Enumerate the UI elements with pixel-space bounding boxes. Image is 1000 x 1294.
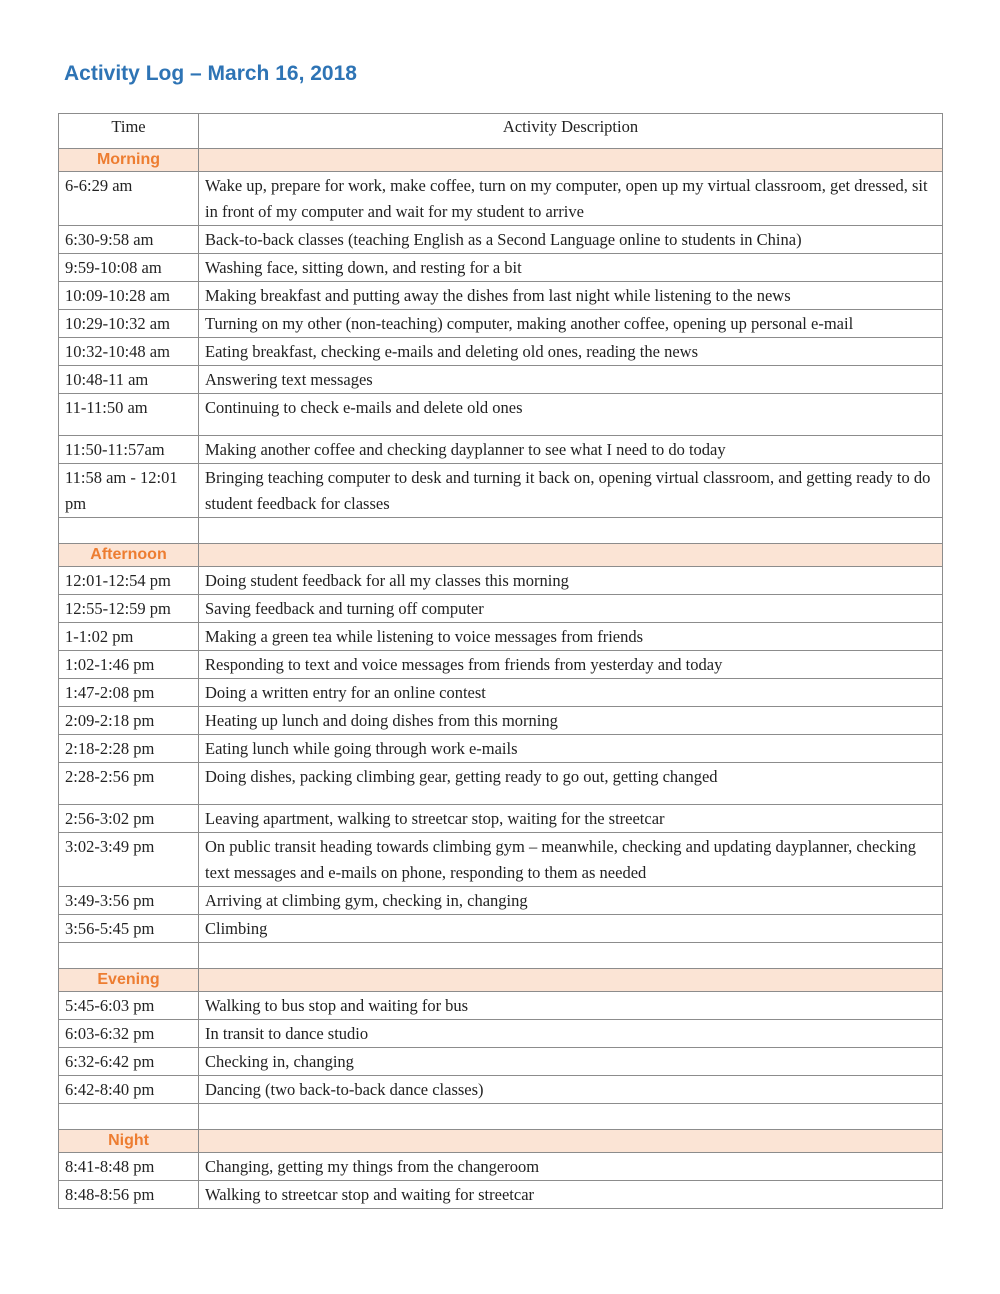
time-cell: 9:59-10:08 am — [59, 254, 199, 282]
time-cell: 8:41-8:48 pm — [59, 1153, 199, 1181]
time-cell: 11-11:50 am — [59, 394, 199, 436]
table-row — [59, 1048, 943, 1076]
table-row — [59, 282, 943, 310]
table-row — [59, 679, 943, 707]
time-cell: 6:03-6:32 pm — [59, 1020, 199, 1048]
section-label: Evening — [59, 969, 199, 992]
time-cell: 10:29-10:32 am — [59, 310, 199, 338]
header-row — [59, 114, 943, 149]
table-row — [59, 833, 943, 887]
time-cell: 2:18-2:28 pm — [59, 735, 199, 763]
activity-cell: Doing student feedback for all my classes this morning — [199, 567, 943, 595]
table-row — [59, 436, 943, 464]
table-row — [59, 1020, 943, 1048]
table-row — [59, 805, 943, 833]
section-row-evening — [59, 969, 943, 992]
table-row — [59, 992, 943, 1020]
blank-row — [59, 943, 943, 969]
activity-cell: Making another coffee and checking dayplanner to see what I need to do today — [199, 436, 943, 464]
time-cell: 3:56-5:45 pm — [59, 915, 199, 943]
activity-cell: Responding to text and voice messages from friends from yesterday and today — [199, 651, 943, 679]
activity-cell: Leaving apartment, walking to streetcar stop, waiting for the streetcar — [199, 805, 943, 833]
table-row — [59, 735, 943, 763]
table-row — [59, 1076, 943, 1104]
activity-cell: On public transit heading towards climbing gym – meanwhile, checking and updating dayplanner, checking text messages and e-mails on phone, responding to them as needed — [199, 833, 943, 887]
time-cell: 8:48-8:56 pm — [59, 1181, 199, 1209]
activity-cell: Washing face, sitting down, and resting for a bit — [199, 254, 943, 282]
table-row — [59, 915, 943, 943]
time-cell: 3:49-3:56 pm — [59, 887, 199, 915]
table-row — [59, 172, 943, 226]
time-cell: 2:56-3:02 pm — [59, 805, 199, 833]
table-row — [59, 763, 943, 805]
activity-cell: Wake up, prepare for work, make coffee, turn on my computer, open up my virtual classroom, get dressed, sit in front of my computer and wait for my student to arrive — [199, 172, 943, 226]
activity-cell: Checking in, changing — [199, 1048, 943, 1076]
activity-cell: In transit to dance studio — [199, 1020, 943, 1048]
activity-cell: Continuing to check e-mails and delete old ones — [199, 394, 943, 436]
section-label: Afternoon — [59, 544, 199, 567]
time-cell: 1:47-2:08 pm — [59, 679, 199, 707]
time-cell: 10:48-11 am — [59, 366, 199, 394]
section-row-morning — [59, 149, 943, 172]
table-row — [59, 623, 943, 651]
activity-cell: Heating up lunch and doing dishes from this morning — [199, 707, 943, 735]
activity-cell: Answering text messages — [199, 366, 943, 394]
section-label: Morning — [59, 149, 199, 172]
blank-row — [59, 518, 943, 544]
time-cell: 6-6:29 am — [59, 172, 199, 226]
activity-cell: Back-to-back classes (teaching English as a Second Language online to students in China) — [199, 226, 943, 254]
section-row-night — [59, 1130, 943, 1153]
table-row — [59, 707, 943, 735]
table-row — [59, 1181, 943, 1209]
table-row — [59, 595, 943, 623]
time-cell: 6:32-6:42 pm — [59, 1048, 199, 1076]
activity-cell: Walking to streetcar stop and waiting for streetcar — [199, 1181, 943, 1209]
time-column-header: Time — [59, 114, 199, 149]
table-row — [59, 464, 943, 518]
activity-cell: Making breakfast and putting away the dishes from last night while listening to the news — [199, 282, 943, 310]
activity-cell: Dancing (two back-to-back dance classes) — [199, 1076, 943, 1104]
time-cell: 12:55-12:59 pm — [59, 595, 199, 623]
time-cell: 2:09-2:18 pm — [59, 707, 199, 735]
table-row — [59, 651, 943, 679]
table-row — [59, 254, 943, 282]
table-row — [59, 887, 943, 915]
activity-cell: Changing, getting my things from the changeroom — [199, 1153, 943, 1181]
description-column-header: Activity Description — [199, 114, 943, 149]
activity-cell: Bringing teaching computer to desk and turning it back on, opening virtual classroom, and getting ready to do student feedback for classes — [199, 464, 943, 518]
table-row — [59, 338, 943, 366]
time-cell: 10:32-10:48 am — [59, 338, 199, 366]
table-row — [59, 310, 943, 338]
activity-cell: Saving feedback and turning off computer — [199, 595, 943, 623]
activity-cell: Climbing — [199, 915, 943, 943]
table-row — [59, 567, 943, 595]
activity-cell: Walking to bus stop and waiting for bus — [199, 992, 943, 1020]
section-row-afternoon — [59, 544, 943, 567]
table-row — [59, 1153, 943, 1181]
table-row — [59, 226, 943, 254]
time-cell: 11:50-11:57am — [59, 436, 199, 464]
activity-cell: Turning on my other (non-teaching) computer, making another coffee, opening up personal e-mail — [199, 310, 943, 338]
time-cell: 12:01-12:54 pm — [59, 567, 199, 595]
time-cell: 11:58 am - 12:01 pm — [59, 464, 199, 518]
activity-cell: Doing a written entry for an online contest — [199, 679, 943, 707]
activity-cell: Eating lunch while going through work e-mails — [199, 735, 943, 763]
time-cell: 3:02-3:49 pm — [59, 833, 199, 887]
time-cell: 6:30-9:58 am — [59, 226, 199, 254]
time-cell: 5:45-6:03 pm — [59, 992, 199, 1020]
page-title: Activity Log – March 16, 2018 — [64, 62, 357, 85]
activity-cell: Doing dishes, packing climbing gear, getting ready to go out, getting changed — [199, 763, 943, 805]
table-row — [59, 366, 943, 394]
time-cell: 10:09-10:28 am — [59, 282, 199, 310]
section-label: Night — [59, 1130, 199, 1153]
table-row — [59, 394, 943, 436]
time-cell: 1-1:02 pm — [59, 623, 199, 651]
time-cell: 2:28-2:56 pm — [59, 763, 199, 805]
activity-cell: Eating breakfast, checking e-mails and deleting old ones, reading the news — [199, 338, 943, 366]
activity-cell: Arriving at climbing gym, checking in, changing — [199, 887, 943, 915]
time-cell: 6:42-8:40 pm — [59, 1076, 199, 1104]
blank-row — [59, 1104, 943, 1130]
time-cell: 1:02-1:46 pm — [59, 651, 199, 679]
activity-table — [58, 113, 943, 1209]
activity-cell: Making a green tea while listening to voice messages from friends — [199, 623, 943, 651]
